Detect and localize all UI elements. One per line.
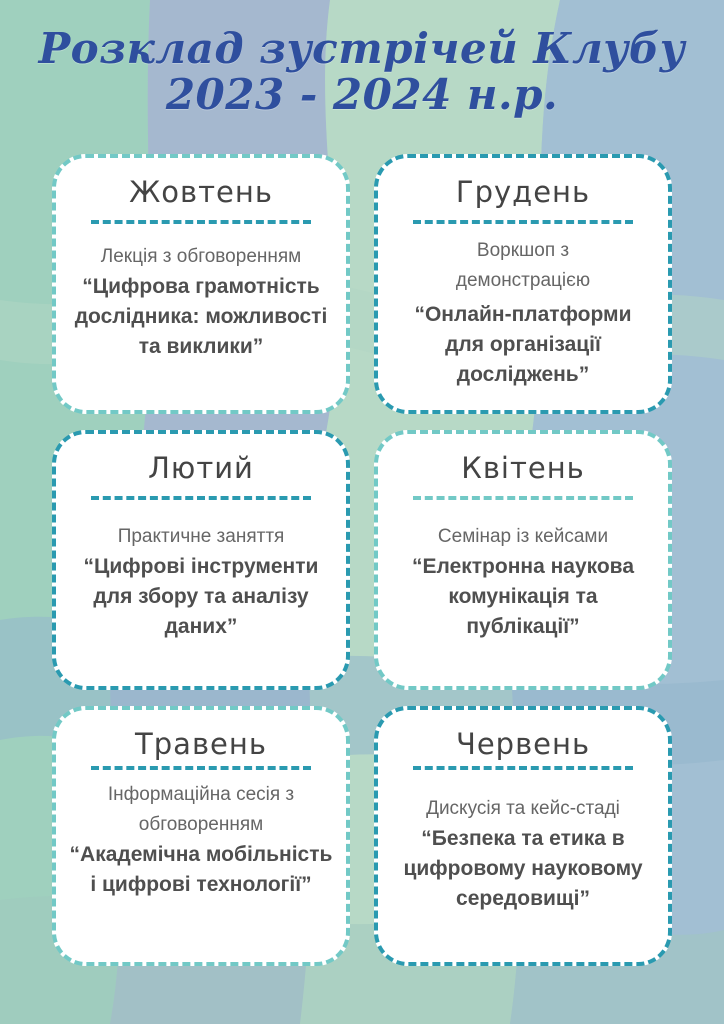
card-divider <box>413 220 633 224</box>
card-type: Практичне заняття <box>117 526 285 547</box>
card-type: Семінар із кейсами <box>437 526 609 547</box>
card-type: Інформаційна сесія з обговоренням <box>107 784 295 835</box>
card-topic: “Цифрова грамотність дослідника: можливості та виклики” <box>74 275 328 358</box>
card-divider <box>413 766 633 770</box>
card-topic: “Електронна наукова комунікація та публікації” <box>412 555 634 638</box>
card-october <box>52 154 350 414</box>
card-month: Червень <box>455 727 591 761</box>
card-december <box>374 154 672 414</box>
card-topic: “Безпека та етика в цифровому науковому середовищі” <box>403 827 643 910</box>
title-line-1: Розклад зустрічей Клубу <box>38 24 686 73</box>
card-month: Травень <box>135 727 267 761</box>
card-topic: “Цифрові інструменти для збору та аналізу даних” <box>83 555 319 638</box>
card-type: Лекція з обговоренням <box>100 246 302 267</box>
card-june <box>374 706 672 966</box>
card-may <box>52 706 350 966</box>
card-april <box>374 430 672 690</box>
card-month: Грудень <box>455 175 591 209</box>
card-month: Лютий <box>148 451 254 485</box>
card-divider <box>91 766 311 770</box>
card-topic: “Онлайн-платформи для організації досліджень” <box>414 303 632 386</box>
card-month: Жовтень <box>129 175 273 209</box>
title-line-2: 2023 - 2024 н.р. <box>165 70 559 119</box>
card-type: Воркшоп з демонстрацією <box>455 240 591 291</box>
card-divider <box>91 220 311 224</box>
page-title <box>0 26 724 118</box>
card-month: Квітень <box>461 451 585 485</box>
card-topic: “Академічна мобільність і цифрові технології” <box>69 843 333 896</box>
card-divider <box>413 496 633 500</box>
card-divider <box>91 496 311 500</box>
card-february <box>52 430 350 690</box>
card-type: Дискусія та кейс-стаді <box>426 798 620 819</box>
